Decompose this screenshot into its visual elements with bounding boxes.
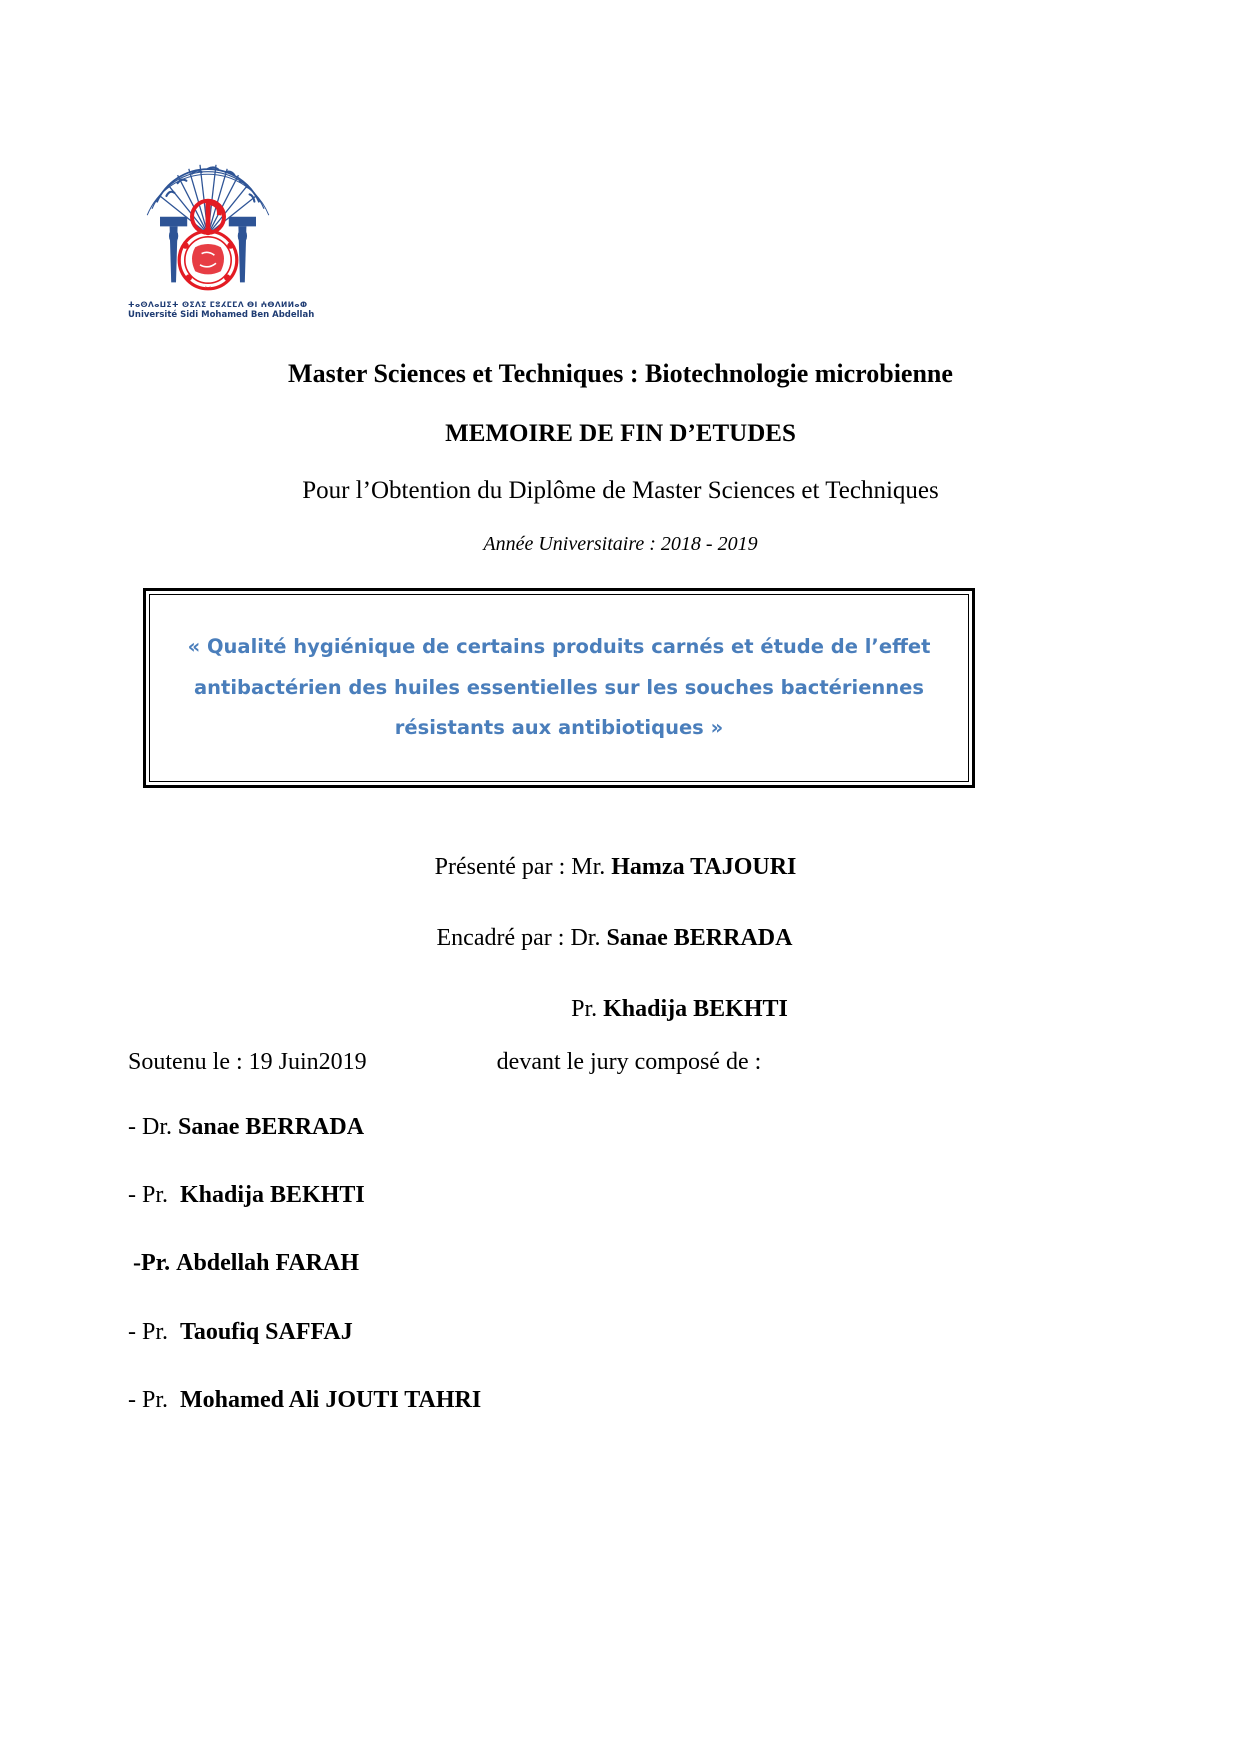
thesis-title-line-2: antibactérien des huiles essentielles sur les souches bactériennes <box>193 675 925 699</box>
jury-member-4 <box>128 1317 1028 1348</box>
jury-list <box>128 1112 1028 1453</box>
diploma-purpose-line: Pour l’Obtention du Diplôme de Master Sciences et Techniques <box>302 476 939 504</box>
jury-member-3-prefix: -Pr. <box>133 1250 171 1277</box>
jury-member-2 <box>128 1180 1028 1211</box>
jury-member-2-name: Khadija BEKHTI <box>180 1182 365 1209</box>
university-logo-block <box>128 140 315 320</box>
jury-member-1-name: Sanae BERRADA <box>178 1114 365 1140</box>
presented-by-line <box>0 852 1241 883</box>
presenter-block <box>0 852 1241 1066</box>
supervised-by-line <box>0 923 1241 954</box>
presented-by-label: Présenté par : Mr. <box>434 854 606 880</box>
supervised-by-name: Sanae BERRADA <box>606 925 793 952</box>
jury-member-4-prefix: - Pr. <box>128 1318 169 1345</box>
logo-caption-tifinagh: ⵜⴰⵙⴷⴰⵡⵉⵜ ⵙⵉⴷⵉ ⵎⵓⵃⵎⵎⴷ ⴱⵏ ⵄⴱⴷⵍⵍⴰⵀ <box>128 300 308 309</box>
jury-member-3-name: Abdellah FARAH <box>176 1250 360 1277</box>
program-title: Master Sciences et Techniques : Biotechnologie microbienne <box>288 359 953 388</box>
jury-member-5-name: Mohamed Ali JOUTI TAHRI <box>180 1386 482 1413</box>
jury-member-5 <box>128 1385 1028 1416</box>
jury-member-1 <box>128 1112 1028 1143</box>
logo-caption-latin: Université Sidi Mohamed Ben Abdellah <box>128 309 315 320</box>
jury-intro-text: devant le jury composé de : <box>496 1049 762 1075</box>
university-emblem-icon <box>128 140 288 300</box>
cosupervisor-name: Khadija BEKHTI <box>603 996 788 1023</box>
academic-year-line: Année Universitaire : 2018 - 2019 <box>483 533 758 555</box>
jury-member-1-prefix: - Dr. <box>128 1114 172 1140</box>
cosupervisor-line <box>0 994 1241 1025</box>
thesis-title <box>154 627 965 750</box>
thesis-title-frame-inner <box>149 594 969 782</box>
presented-by-name: Hamza TAJOURI <box>611 854 797 880</box>
jury-member-3 <box>128 1248 1028 1279</box>
thesis-title-line-3: résistants aux antibiotiques » <box>394 716 724 740</box>
supervised-by-label: Encadré par : Dr. <box>436 925 601 952</box>
heading-block <box>0 358 1241 557</box>
defense-row <box>128 1047 1028 1078</box>
memoire-title: MEMOIRE DE FIN D’ETUDES <box>445 419 796 447</box>
cosupervisor-label: Pr. <box>571 996 598 1023</box>
thesis-title-frame <box>143 588 975 788</box>
jury-member-2-prefix: - Pr. <box>128 1182 169 1209</box>
jury-member-4-name: Taoufiq SAFFAJ <box>180 1318 353 1345</box>
thesis-title-line-1: « Qualité hygiénique de certains produits carnés et étude de l’effet <box>187 634 931 658</box>
defense-date: Soutenu le : 19 Juin2019 <box>128 1049 367 1075</box>
jury-member-5-prefix: - Pr. <box>128 1386 169 1413</box>
